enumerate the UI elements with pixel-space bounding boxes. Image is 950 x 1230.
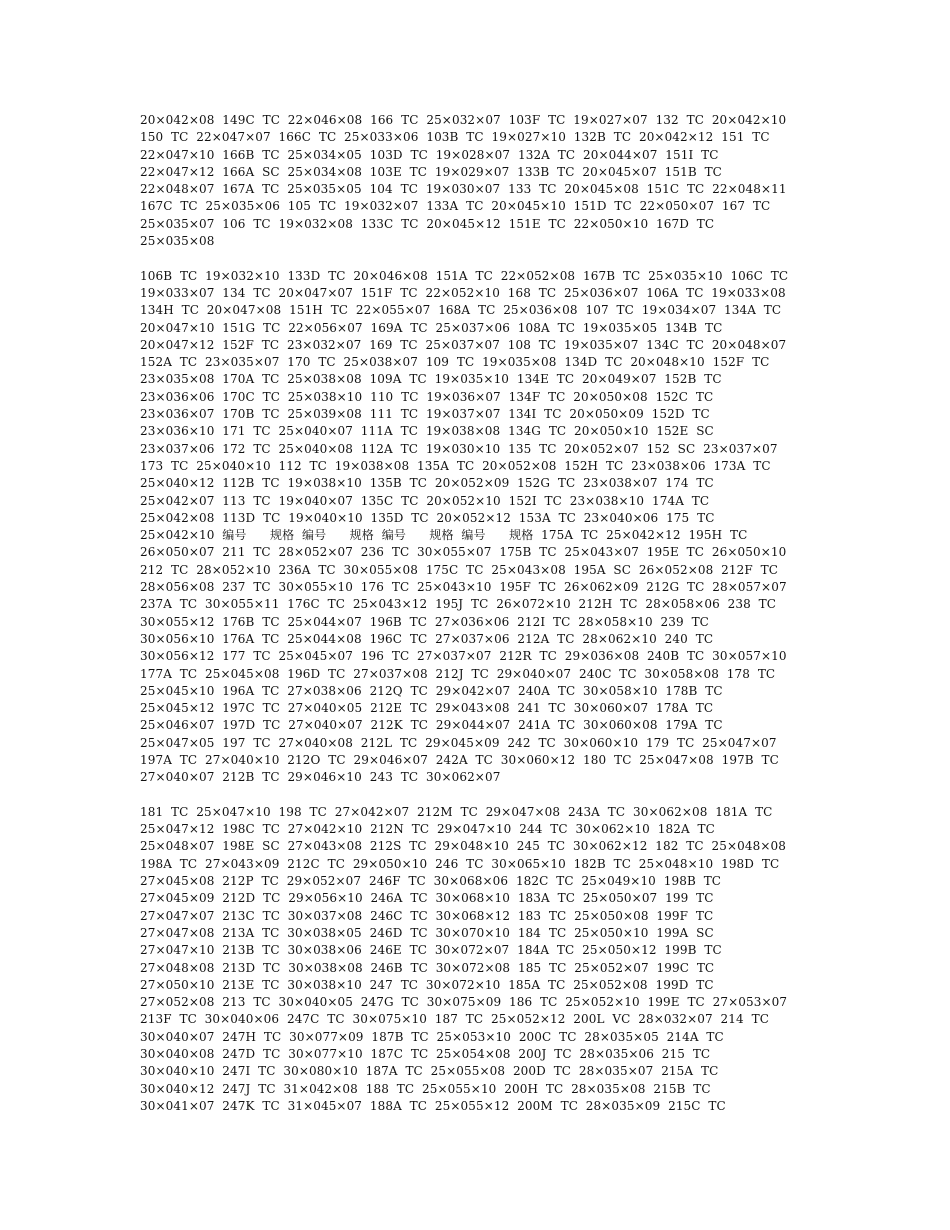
paragraph-3: [140, 804, 840, 1115]
text-line: 27×047×07 213C TC 30×037×08 246C TC 30×068×12 183 TC 25×050×08 199F TC: [140, 908, 714, 923]
text-line: 25×042×10 编号 规格 编号 规格 编号 规格 编号 规格 175A TC 25×042×12 195H TC: [140, 528, 748, 543]
text-line: 152A TC 23×035×07 170 TC 25×038×07 109 TC 19×035×08 134D TC 20×048×10 152F TC: [140, 355, 770, 370]
text-line: 25×042×07 113 TC 19×040×07 135C TC 20×052×10 152I TC 23×038×10 174A TC: [140, 493, 710, 508]
text-line: 25×045×12 197C TC 27×040×05 212E TC 29×043×08 241 TC 30×060×07 178A TC: [140, 701, 714, 716]
text-line: 30×041×07 247K TC 31×045×07 188A TC 25×055×12 200M TC 28×035×09 215C TC: [140, 1098, 726, 1113]
text-line: 23×036×07 170B TC 25×039×08 111 TC 19×037×07 134I TC 20×050×09 152D TC: [140, 407, 710, 422]
text-line: 23×036×06 170C TC 25×038×10 110 TC 19×036×07 134F TC 20×050×08 152C TC: [140, 389, 714, 404]
text-line: 27×045×09 212D TC 29×056×10 246A TC 30×068×10 183A TC 25×050×07 199 TC: [140, 891, 714, 906]
document-page: [140, 112, 840, 1115]
text-line: 30×056×10 176A TC 25×044×08 196C TC 27×037×06 212A TC 28×062×10 240 TC: [140, 631, 714, 646]
text-line: 30×040×12 247J TC 31×042×08 188 TC 25×055×10 200H TC 28×035×08 215B TC: [140, 1081, 711, 1096]
text-line: 30×040×10 247I TC 30×080×10 187A TC 25×055×08 200D TC 28×035×07 215A TC: [140, 1064, 719, 1079]
text-line: 197A TC 27×040×10 212O TC 29×046×07 242A TC 30×060×12 180 TC 25×047×08 197B TC: [140, 752, 779, 767]
text-line: 27×047×10 213B TC 30×038×06 246E TC 30×072×07 184A TC 25×050×12 199B TC: [140, 943, 722, 958]
text-line: 20×047×12 152F TC 23×032×07 169 TC 25×037×07 108 TC 19×035×07 134C TC 20×048×07: [140, 337, 787, 352]
text-line: 25×035×07 106 TC 19×032×08 133C TC 20×045×12 151E TC 22×050×10 167D TC: [140, 216, 715, 231]
text-line: 237A TC 30×055×11 176C TC 25×043×12 195J TC 26×072×10 212H TC 28×058×06 238 TC: [140, 597, 777, 612]
text-line: 27×052×08 213 TC 30×040×05 247G TC 30×075×09 186 TC 25×052×10 199E TC 27×053×07: [140, 995, 788, 1010]
text-line: 22×047×10 166B TC 25×034×05 103D TC 19×028×07 132A TC 20×044×07 151I TC: [140, 147, 719, 162]
text-line: 27×050×10 213E TC 30×038×10 247 TC 30×072×10 185A TC 25×052×08 199D TC: [140, 977, 714, 992]
text-line: 27×047×08 213A TC 30×038×05 246D TC 30×070×10 184 TC 25×050×10 199A SC: [140, 925, 714, 940]
text-line: 27×040×07 212B TC 29×046×10 243 TC 30×062×07: [140, 770, 501, 785]
text-line: 23×035×08 170A TC 25×038×08 109A TC 19×035×10 134E TC 20×049×07 152B TC: [140, 372, 722, 387]
paragraph-2: [140, 268, 840, 787]
text-line: 27×045×08 212P TC 29×052×07 246F TC 30×068×06 182C TC 25×049×10 198B TC: [140, 874, 722, 889]
text-line: 213F TC 30×040×06 247C TC 30×075×10 187 TC 25×052×12 200L VC 28×032×07 214 TC: [140, 1012, 769, 1027]
text-line: 198A TC 27×043×09 212C TC 29×050×10 246 TC 30×065×10 182B TC 25×048×10 198D TC: [140, 856, 780, 871]
text-line: 177A TC 25×045×08 196D TC 27×037×08 212J TC 29×040×07 240C TC 30×058×08 178 TC: [140, 666, 776, 681]
text-line: 27×048×08 213D TC 30×038×08 246B TC 30×072×08 185 TC 25×052×07 199C TC: [140, 960, 715, 975]
text-line: 19×033×07 134 TC 20×047×07 151F TC 22×052×10 168 TC 25×036×07 106A TC 19×033×08: [140, 285, 786, 300]
text-line: 181 TC 25×047×10 198 TC 27×042×07 212M TC 29×047×08 243A TC 30×062×08 181A TC: [140, 804, 773, 819]
text-line: 22×047×12 166A SC 25×034×08 103E TC 19×029×07 133B TC 20×045×07 151B TC: [140, 164, 722, 179]
text-line: 25×035×08: [140, 234, 215, 249]
text-line: 167C TC 25×035×06 105 TC 19×032×07 133A TC 20×045×10 151D TC 22×050×07 167 TC: [140, 199, 771, 214]
text-line: 25×047×12 198C TC 27×042×10 212N TC 29×047×10 244 TC 30×062×10 182A TC: [140, 822, 715, 837]
text-line: 173 TC 25×040×10 112 TC 19×038×08 135A TC 20×052×08 152H TC 23×038×06 173A TC: [140, 458, 771, 473]
text-line: 106B TC 19×032×10 133D TC 20×046×08 151A TC 22×052×08 167B TC 25×035×10 106C TC: [140, 268, 789, 283]
text-line: 25×042×08 113D TC 19×040×10 135D TC 20×052×12 153A TC 23×040×06 175 TC: [140, 510, 715, 525]
text-line: 20×042×08 149C TC 22×046×08 166 TC 25×032×07 103F TC 19×027×07 132 TC 20×042×10: [140, 113, 787, 127]
text-line: 212 TC 28×052×10 236A TC 30×055×08 175C TC 25×043×08 195A SC 26×052×08 212F TC: [140, 562, 778, 577]
text-line: 150 TC 22×047×07 166C TC 25×033×06 103B TC 19×027×10 132B TC 20×042×12 151 TC: [140, 130, 770, 145]
paragraph-1: [140, 112, 840, 250]
text-line: 30×040×08 247D TC 30×077×10 187C TC 25×054×08 200J TC 28×035×06 215 TC: [140, 1047, 711, 1062]
text-line: 25×047×05 197 TC 27×040×08 212L TC 29×045×09 242 TC 30×060×10 179 TC 25×047×07: [140, 735, 777, 750]
text-line: 28×056×08 237 TC 30×055×10 176 TC 25×043×10 195F TC 26×062×09 212G TC 28×057×07: [140, 580, 787, 595]
text-line: 30×040×07 247H TC 30×077×09 187B TC 25×053×10 200C TC 28×035×05 214A TC: [140, 1029, 724, 1044]
text-line: 30×056×12 177 TC 25×045×07 196 TC 27×037×07 212R TC 29×036×08 240B TC 30×057×10: [140, 649, 787, 664]
text-line: 25×040×12 112B TC 19×038×10 135B TC 20×052×09 152G TC 23×038×07 174 TC: [140, 476, 714, 491]
text-line: 23×037×06 172 TC 25×040×08 112A TC 19×030×10 135 TC 20×052×07 152 SC 23×037×07: [140, 441, 778, 456]
text-line: 22×048×07 167A TC 25×035×05 104 TC 19×030×07 133 TC 20×045×08 151C TC 22×048×11: [140, 182, 787, 197]
text-line: 26×050×07 211 TC 28×052×07 236 TC 30×055×07 175B TC 25×043×07 195E TC 26×050×10: [140, 545, 787, 560]
text-line: 25×048×07 198E SC 27×043×08 212S TC 29×048×10 245 TC 30×062×12 182 TC 25×048×08: [140, 839, 786, 854]
text-line: 23×036×10 171 TC 25×040×07 111A TC 19×038×08 134G TC 20×050×10 152E SC: [140, 424, 714, 439]
text-line: 25×046×07 197D TC 27×040×07 212K TC 29×044×07 241A TC 30×060×08 179A TC: [140, 718, 723, 733]
text-line: 134H TC 20×047×08 151H TC 22×055×07 168A TC 25×036×08 107 TC 19×034×07 134A TC: [140, 303, 782, 318]
text-line: 30×055×12 176B TC 25×044×07 196B TC 27×036×06 212I TC 28×058×10 239 TC: [140, 614, 709, 629]
text-line: 25×045×10 196A TC 27×038×06 212Q TC 29×042×07 240A TC 30×058×10 178B TC: [140, 683, 723, 698]
text-line: 20×047×10 151G TC 22×056×07 169A TC 25×037×06 108A TC 19×035×05 134B TC: [140, 320, 723, 335]
